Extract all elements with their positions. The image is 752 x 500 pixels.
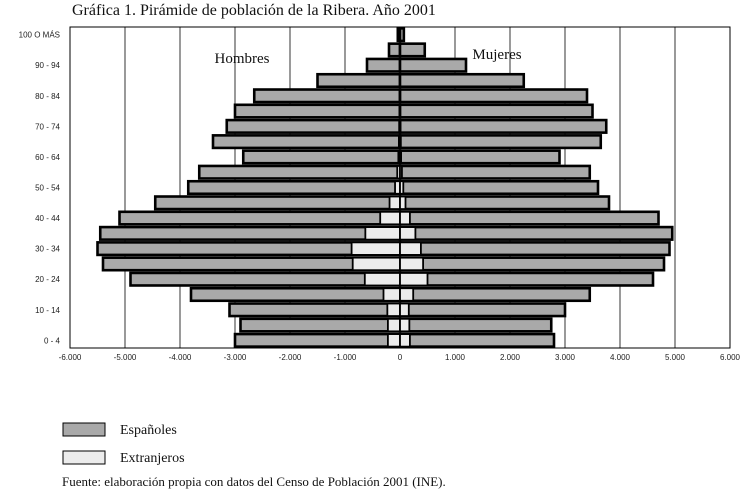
x-tick-label: -6.000: [58, 353, 82, 362]
bar-espanoles-hombres: [100, 227, 400, 240]
bar-espanoles-mujeres: [400, 304, 565, 317]
bar-espanoles-hombres: [227, 120, 400, 133]
chart-source: Fuente: elaboración propia con datos del Censo de Población 2001 (INE).: [62, 474, 446, 489]
bar-espanoles-hombres: [155, 197, 400, 210]
bar-espanoles-hombres: [199, 166, 400, 179]
bars-layer: [98, 28, 673, 346]
bar-espanoles-mujeres: [400, 212, 659, 225]
bar-espanoles-hombres: [241, 319, 401, 332]
y-tick-label: 90 - 94: [35, 61, 60, 71]
x-tick-label: -1.000: [333, 353, 357, 362]
x-tick-label: -4.000: [168, 353, 192, 362]
bar-extranjeros-hombres: [365, 227, 400, 240]
bar-espanoles-mujeres: [400, 59, 466, 72]
bar-espanoles-mujeres: [400, 166, 590, 179]
x-tick-label: 5.000: [664, 353, 686, 362]
y-tick-label: 80 - 84: [35, 91, 60, 101]
bar-espanoles-hombres: [235, 105, 400, 118]
x-tick-label: 1.000: [444, 353, 466, 362]
bar-extranjeros-mujeres: [400, 273, 428, 286]
y-tick-label: 0 - 4: [43, 336, 60, 346]
y-tick-label: 40 - 44: [35, 214, 60, 224]
bar-extranjeros-hombres: [387, 304, 400, 317]
legend-swatch: [63, 423, 105, 436]
mujeres-label: Mujeres: [472, 47, 522, 63]
bar-espanoles-hombres: [213, 135, 400, 148]
bar-extranjeros-hombres: [380, 212, 400, 225]
bar-espanoles-hombres: [191, 288, 400, 301]
bar-extranjeros-mujeres: [400, 288, 413, 301]
bar-espanoles-mujeres: [400, 90, 587, 103]
bar-extranjeros-mujeres: [400, 120, 401, 133]
x-tick-label: -3.000: [223, 353, 247, 362]
y-tick-label: 70 - 74: [35, 122, 60, 132]
bar-espanoles-mujeres: [400, 258, 664, 271]
bar-extranjeros-mujeres: [400, 135, 401, 148]
bar-espanoles-hombres: [367, 59, 400, 72]
bar-extranjeros-mujeres: [400, 258, 423, 271]
bar-extranjeros-mujeres: [400, 304, 409, 317]
bar-extranjeros-mujeres: [400, 151, 401, 164]
bar-espanoles-hombres: [120, 212, 401, 225]
x-tick-label: 4.000: [609, 353, 631, 362]
legend-label: Extranjeros: [120, 451, 185, 466]
bar-extranjeros-hombres: [365, 273, 400, 286]
bar-espanoles-mujeres: [400, 197, 609, 210]
y-tick-label: 60 - 64: [35, 152, 60, 162]
bar-extranjeros-mujeres: [400, 197, 406, 210]
bar-espanoles-mujeres: [400, 334, 554, 347]
bar-espanoles-hombres: [188, 181, 400, 194]
bar-extranjeros-mujeres: [400, 212, 410, 225]
bar-extranjeros-mujeres: [400, 334, 410, 347]
bar-extranjeros-hombres: [384, 288, 401, 301]
chart-title: Gráfica 1. Pirámide de población de la Ribera. Año 2001: [72, 2, 436, 19]
bar-espanoles-hombres: [389, 44, 400, 57]
legend-swatch: [63, 451, 105, 464]
bar-espanoles-mujeres: [400, 319, 551, 332]
bar-espanoles-mujeres: [400, 288, 590, 301]
x-tick-label: -2.000: [278, 353, 302, 362]
bar-espanoles-mujeres: [400, 74, 524, 87]
bar-espanoles-hombres: [254, 90, 400, 103]
bar-extranjeros-hombres: [352, 242, 400, 255]
bar-extranjeros-hombres: [388, 334, 400, 347]
bar-extranjeros-mujeres: [400, 242, 421, 255]
bar-espanoles-hombres: [243, 151, 400, 164]
x-tick-label: 6.000: [719, 353, 741, 362]
y-tick-label: 30 - 34: [35, 244, 60, 254]
bar-espanoles-hombres: [235, 334, 400, 347]
bar-extranjeros-mujeres: [400, 166, 402, 179]
bar-extranjeros-hombres: [353, 258, 400, 271]
bar-espanoles-mujeres: [400, 242, 670, 255]
bar-espanoles-mujeres: [400, 120, 606, 133]
bar-espanoles-hombres: [131, 273, 401, 286]
bar-espanoles-mujeres: [400, 181, 598, 194]
bar-extranjeros-hombres: [390, 197, 400, 210]
bar-extranjeros-mujeres: [400, 181, 403, 194]
bar-espanoles-mujeres: [400, 151, 560, 164]
y-tick-label: 10 - 14: [35, 305, 60, 315]
bar-espanoles-hombres: [230, 304, 401, 317]
bar-extranjeros-hombres: [388, 319, 400, 332]
bar-extranjeros-mujeres: [400, 319, 409, 332]
y-tick-label: 100 O MÁS: [18, 30, 60, 40]
y-tick-label: 50 - 54: [35, 183, 60, 193]
bar-espanoles-hombres: [318, 74, 401, 87]
bar-espanoles-mujeres: [400, 135, 601, 148]
y-tick-label: 20 - 24: [35, 275, 60, 285]
bar-espanoles-mujeres: [400, 105, 593, 118]
x-tick-label: 2.000: [499, 353, 521, 362]
bar-espanoles-mujeres: [400, 227, 672, 240]
legend: [63, 423, 185, 466]
legend-label: Españoles: [120, 423, 177, 438]
bar-espanoles-mujeres: [400, 273, 653, 286]
x-tick-label: 3.000: [554, 353, 576, 362]
hombres-label: Hombres: [214, 51, 270, 67]
bar-espanoles-mujeres: [400, 44, 425, 57]
x-tick-label: -5.000: [113, 353, 137, 362]
bar-extranjeros-mujeres: [400, 227, 415, 240]
x-tick-label: 0: [397, 353, 403, 362]
bar-espanoles-mujeres: [400, 28, 404, 41]
